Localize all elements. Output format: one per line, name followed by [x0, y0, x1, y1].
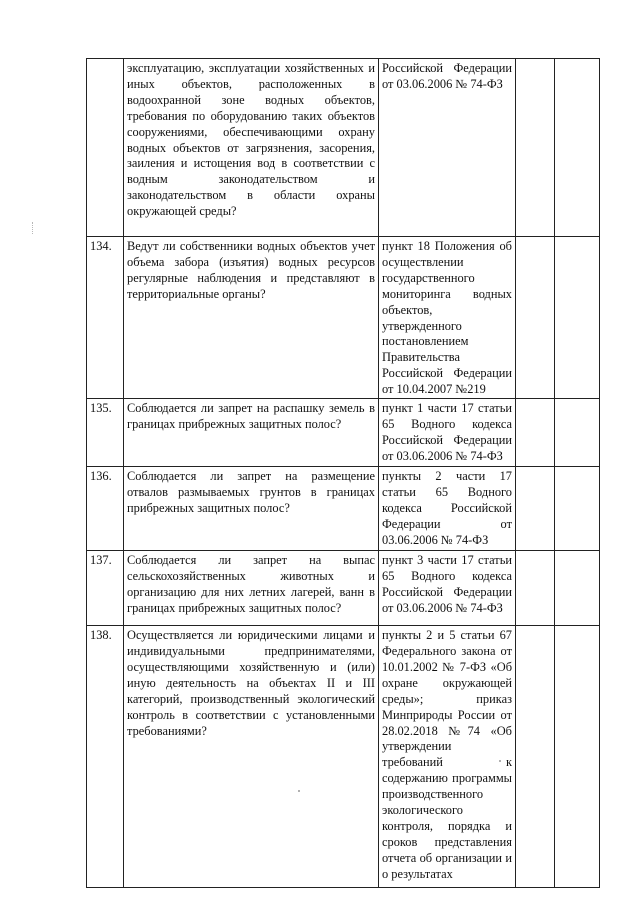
row-number: 138.: [87, 626, 124, 888]
table-row: [87, 237, 600, 399]
row-number: [87, 59, 124, 237]
table-row: [87, 399, 600, 467]
row-question: Ведут ли собственники водных объектов учет объема забора (изъятия) водных ресурсов регулярные наблюдения и представляют в территориальные органы?: [124, 237, 379, 399]
answer-cell: [516, 237, 555, 399]
row-question: Осуществляется ли юридическими лицами и индивидуальными предпринимателями, осуществляющими хозяйственную и (или) иную деятельность на объектах II и III категорий, производственный экологический контроль в соответствии с установленными требованиями?: [124, 626, 379, 888]
note-cell: [555, 467, 600, 551]
row-reference: пункт 1 части 17 статьи 65 Водного кодекса Российской Федерации от 03.06.2006 № 74-ФЗ: [379, 399, 516, 467]
row-question: Соблюдается ли запрет на выпас сельскохозяйственных животных и организацию для них летних лагерей, ванн в границах прибрежных защитных полос?: [124, 551, 379, 626]
row-number: 134.: [87, 237, 124, 399]
row-reference: пункт 18 Положения об осуществлении государственного мониторинга водных объектов, утвержденного постановлением Правительства Российской Федерации от 10.04.2007 №219: [379, 237, 516, 399]
note-cell: [555, 237, 600, 399]
answer-cell: [516, 551, 555, 626]
answer-cell: [516, 399, 555, 467]
margin-scan-mark: [32, 222, 39, 234]
answer-cell: [516, 59, 555, 237]
table-row: [87, 551, 600, 626]
note-cell: [555, 626, 600, 888]
row-reference: пункты 2 и 5 статьи 67 Федерального закона от 10.01.2002 № 7-ФЗ «Об охране окружающей среды»; приказ Минприроды России от 28.02.2018 №74 «Об утверждении требований к содержанию программы производственного экологического контроля, порядка и сроков представления отчета об организации и о результатах: [379, 626, 516, 888]
row-question: Соблюдается ли запрет на размещение отвалов размываемых грунтов в границах прибрежных защитных полос?: [124, 467, 379, 551]
table-row: [87, 626, 600, 888]
note-cell: [555, 551, 600, 626]
row-question: Соблюдается ли запрет на распашку земель в границах прибрежных защитных полос?: [124, 399, 379, 467]
row-question: эксплуатацию, эксплуатации хозяйственных и иных объектов, расположенных в водоохранной зоне водных объектов, требования по оборудованию таких объектов сооружениями, обеспечивающими охрану водных объектов от загрязнения, засорения, заиления и истощения вод в соответствии с водным законодательством и законодательством в области охраны окружающей среды?: [124, 59, 379, 237]
table-row: [87, 467, 600, 551]
answer-cell: [516, 467, 555, 551]
row-number: 137.: [87, 551, 124, 626]
checklist-table: [86, 58, 600, 888]
row-number: 135.: [87, 399, 124, 467]
row-reference: Российской Федерации от 03.06.2006 № 74-ФЗ: [379, 59, 516, 237]
row-reference: пункты 2 части 17 статьи 65 Водного кодекса Российской Федерации от 03.06.2006 № 74-ФЗ: [379, 467, 516, 551]
note-cell: [555, 399, 600, 467]
row-reference: пункт 3 части 17 статьи 65 Водного кодекса Российской Федерации от 03.06.2006 № 74-ФЗ: [379, 551, 516, 626]
answer-cell: [516, 626, 555, 888]
table-row: [87, 59, 600, 237]
note-cell: [555, 59, 600, 237]
row-number: 136.: [87, 467, 124, 551]
